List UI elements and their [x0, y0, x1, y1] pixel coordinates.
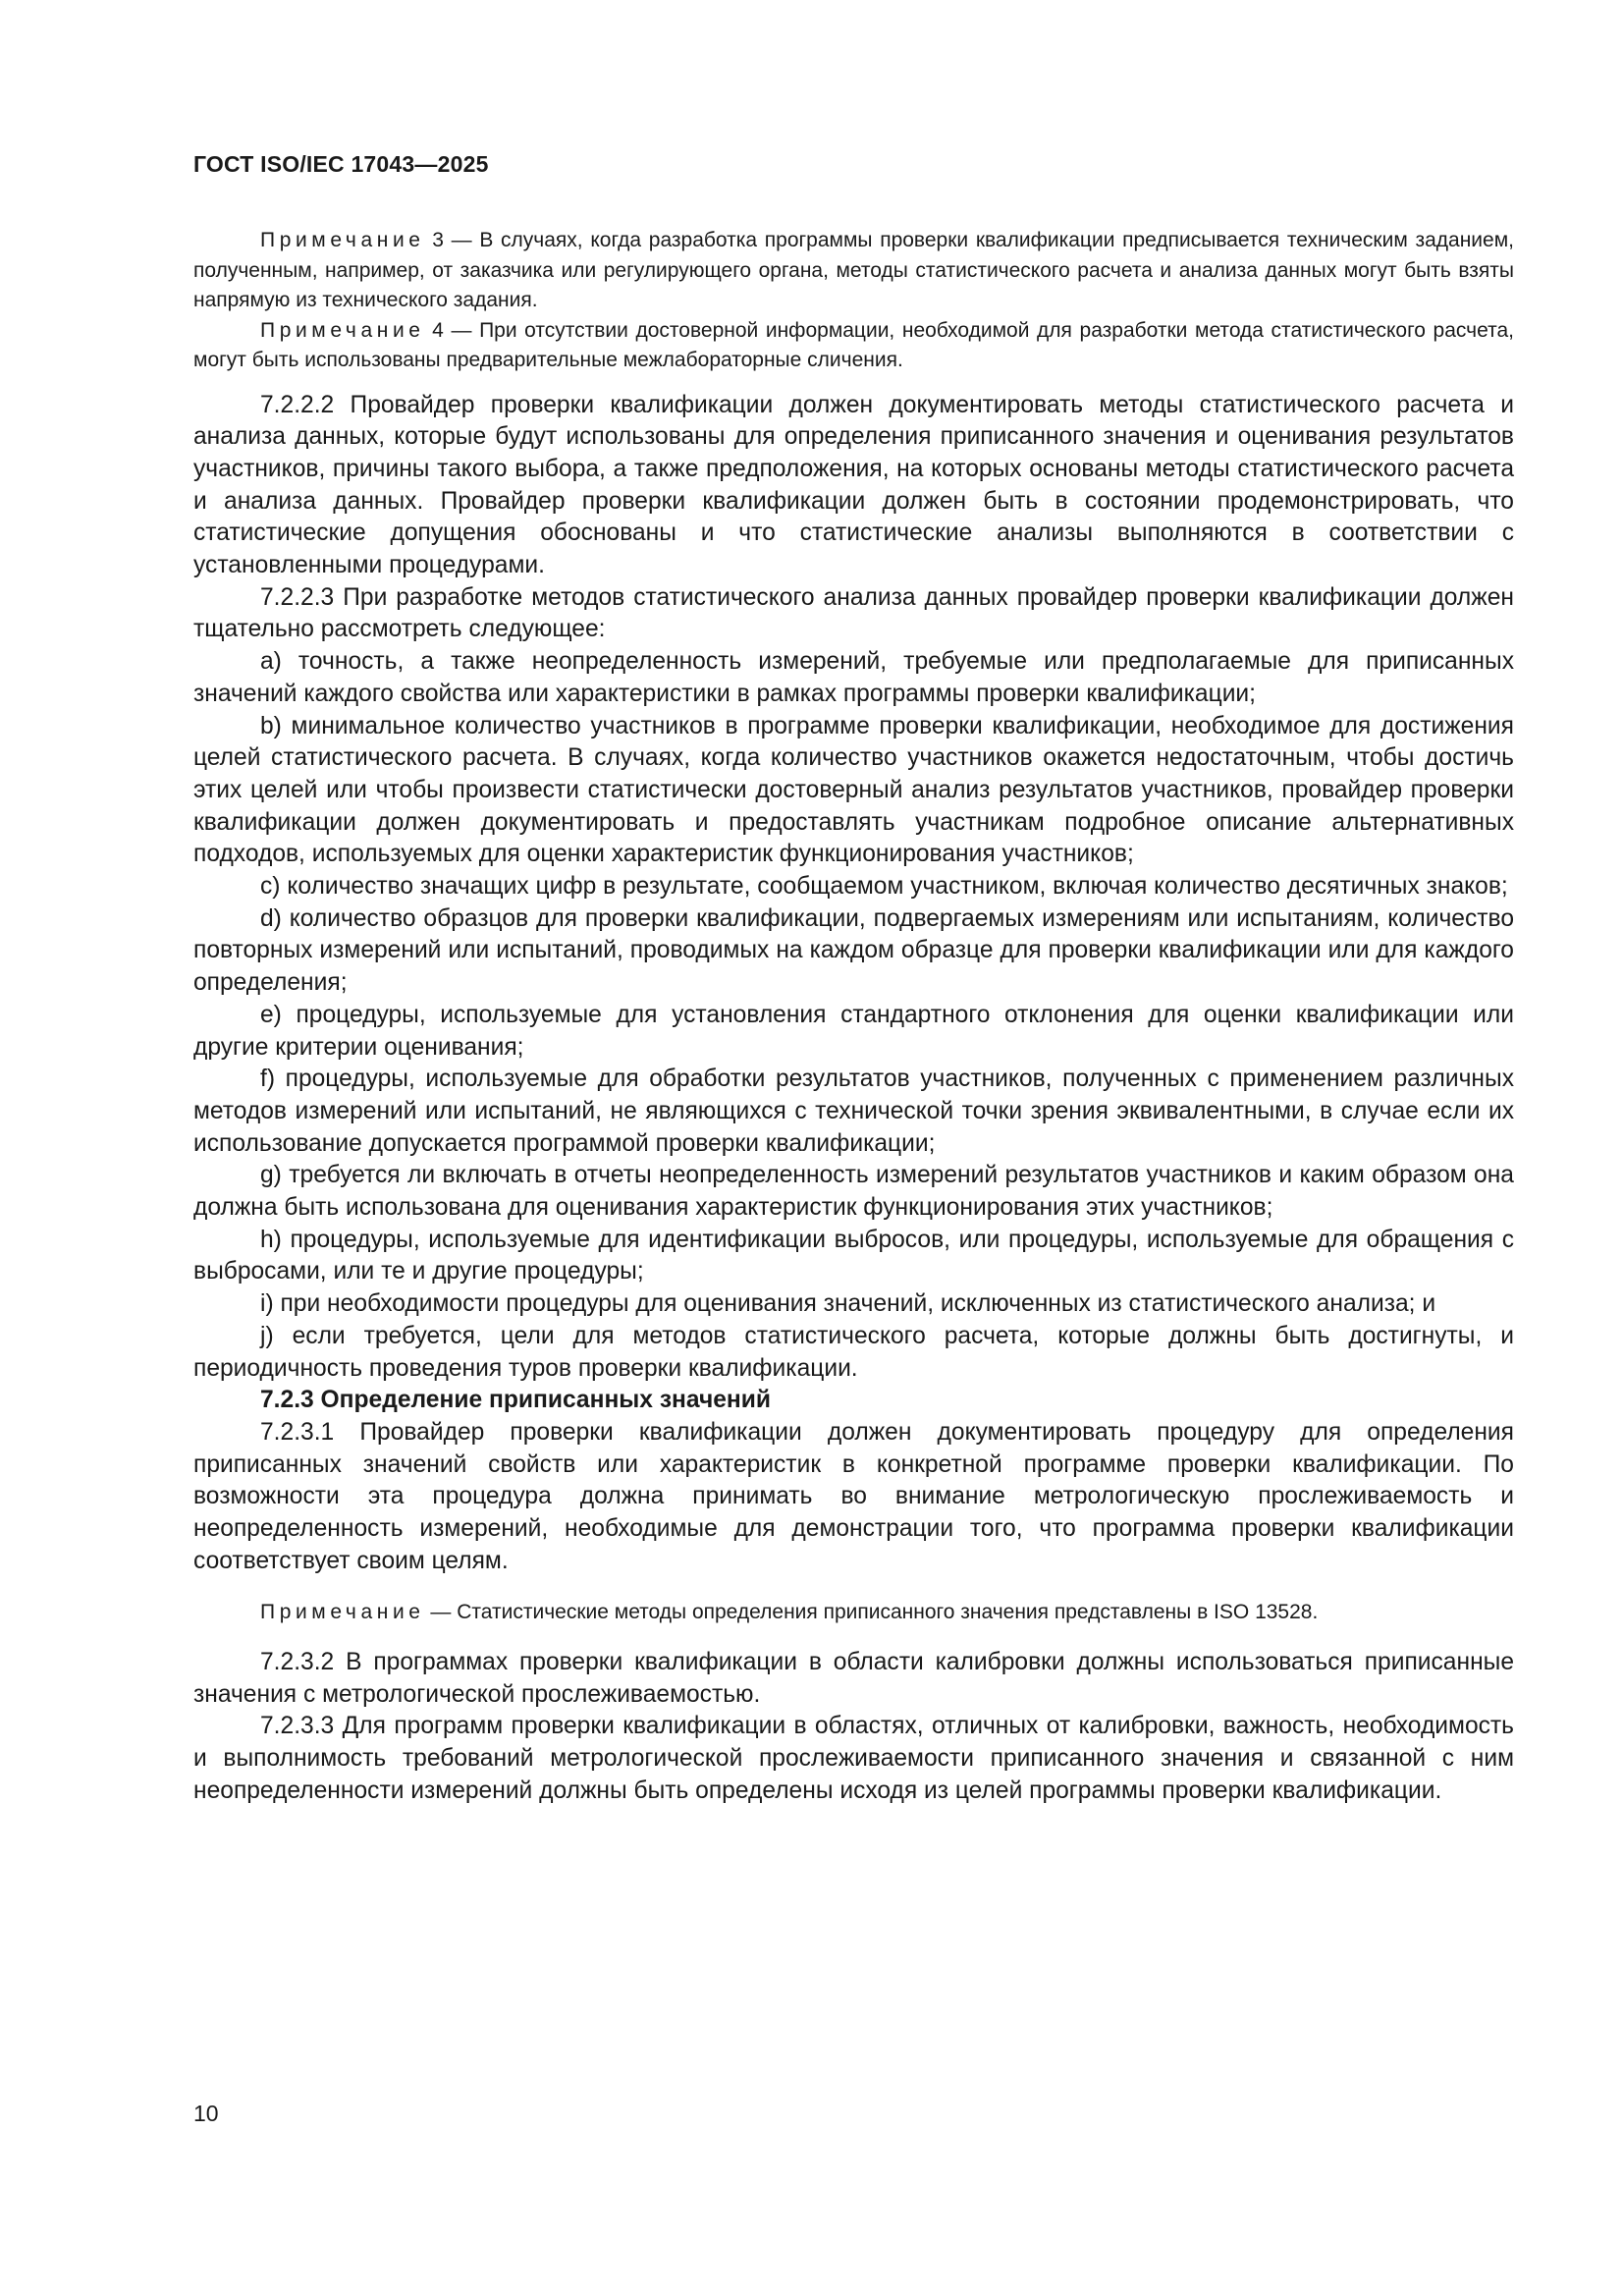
- note-ISO-13528: [193, 1598, 1514, 1628]
- note-3: [193, 226, 1514, 316]
- list-item-j: j) если требуется, цели для методов статистического расчета, которые должны быть достигнуты, и периодичность проведения туров проверки квалификации.: [193, 1322, 1514, 1382]
- paragraph-7-2-2-2: 7.2.2.2 Провайдер проверки квалификации должен документировать методы статистического расчета и анализа данных, которые будут использованы для определения приписанного значения и оценивания результатов участников, причины такого выбора, а также предположения, на которых основаны методы статистического расчета и анализа данных. Провайдер проверки квалификации должен быть в состоянии продемонстрировать, что статистические допущения обоснованы и что статистические анализы выполняются в соответствии с установленными процедурами.: [193, 391, 1514, 579]
- list-item-d: d) количество образцов для проверки квалификации, подвергаемых измерениям или испытаниям, количество повторных измерений или испытаний, проводимых на каждом образце для проверки квалификации или для каждого определения;: [193, 904, 1514, 997]
- list-item-f: f) процедуры, используемые для обработки результатов участников, полученных с применением различных методов измерений или испытаний, не являющихся с технической точки зрения эквивалентными, в случае если их использование допускается программой проверки квалификации;: [193, 1066, 1514, 1157]
- paragraph-7-2-3-3: 7.2.3.3 Для программ проверки квалификации в областях, отличных от калибровки, важность, необходимость и выполнимость требований метрологической прослеживаемости приписанного значения и связанной с ним неопределенности измерений должны быть определены исходя из целей программы проверки квалификации.: [193, 1713, 1514, 1804]
- document-header: ГОСТ ISO/IEC 17043—2025: [193, 151, 489, 177]
- note-text: — В случаях, когда разработка программы проверки квалификации предписывается техническим заданием, полученным, например, от заказчика или регулирующего органа, методы статистического расчета и анализа данных могут быть взяты напрямую из технического задания.: [193, 229, 1514, 311]
- note-text: — Статистические методы определения приписанного значения представлены в ISO 13528.: [430, 1600, 1319, 1623]
- list-item-i: i) при необходимости процедуры для оценивания значений, исключенных из статистического анализа; и: [260, 1290, 1436, 1318]
- list-item-a: a) точность, а также неопределенность измерений, требуемые или предполагаемые для приписанных значений каждого свойства или характеристики в рамках программы проверки квалификации;: [193, 648, 1514, 707]
- note-text: — При отсутствии достоверной информации, необходимой для разработки метода статистического расчета, могут быть использованы предварительные межлабораторные сличения.: [193, 318, 1514, 371]
- paragraph-7-2-3-1: 7.2.3.1 Провайдер проверки квалификации должен документировать процедуру для определения приписанных значений свойств или характеристик в конкретной программе проверки квалификации. По возможности эта процедура должна принимать во внимание метрологическую прослеживаемость и неопределенность измерений, необходимые для демонстрации того, что программа проверки квалификации соответствует своим целям.: [193, 1419, 1514, 1574]
- note-label: Примечание: [260, 318, 425, 342]
- note-label: Примечание: [260, 1600, 425, 1623]
- note-4: [193, 316, 1514, 376]
- list-item-b: b) минимальное количество участников в программе проверки квалификации, необходимое для достижения целей статистического расчета. В случаях, когда количество участников окажется недостаточным, чтобы достичь этих целей или чтобы произвести статистически достоверный анализ результатов участников, провайдер проверки квалификации должен документировать и предоставлять участникам подробное описание альтернативных подходов, используемых для оценки характеристик функционирования участников;: [193, 712, 1514, 868]
- list-item-e: e) процедуры, используемые для установления стандартного отклонения для оценки квалификации или другие критерии оценивания;: [193, 1001, 1514, 1061]
- paragraph-7-2-3-2: 7.2.3.2 В программах проверки квалификации в области калибровки должны использоваться приписанные значения с метрологической прослеживаемостью.: [193, 1649, 1514, 1708]
- document-body: [193, 226, 1514, 1808]
- paragraph-7-2-2-3: 7.2.2.3 При разработке методов статистического анализа данных провайдер проверки квалификации должен тщательно рассмотреть следующее:: [193, 583, 1514, 643]
- page-number: 10: [193, 2101, 219, 2126]
- note-label: Примечание: [260, 229, 425, 251]
- list-item-h: h) процедуры, используемые для идентификации выбросов, или процедуры, используемые для обращения с выбросами, или те и другие процедуры;: [193, 1226, 1514, 1285]
- list-item-c: c) количество значащих цифр в результате, сообщаемом участником, включая количество десятичных знаков;: [260, 873, 1508, 901]
- list-item-g: g) требуется ли включать в отчеты неопределенность измерений результатов участников и каким образом она должна быть использована для оценивания характеристик функционирования этих участников;: [193, 1162, 1514, 1222]
- note-number: 4: [432, 318, 444, 342]
- section-heading-7-2-3: 7.2.3 Определение приписанных значений: [260, 1387, 772, 1414]
- note-number: 3: [432, 229, 444, 251]
